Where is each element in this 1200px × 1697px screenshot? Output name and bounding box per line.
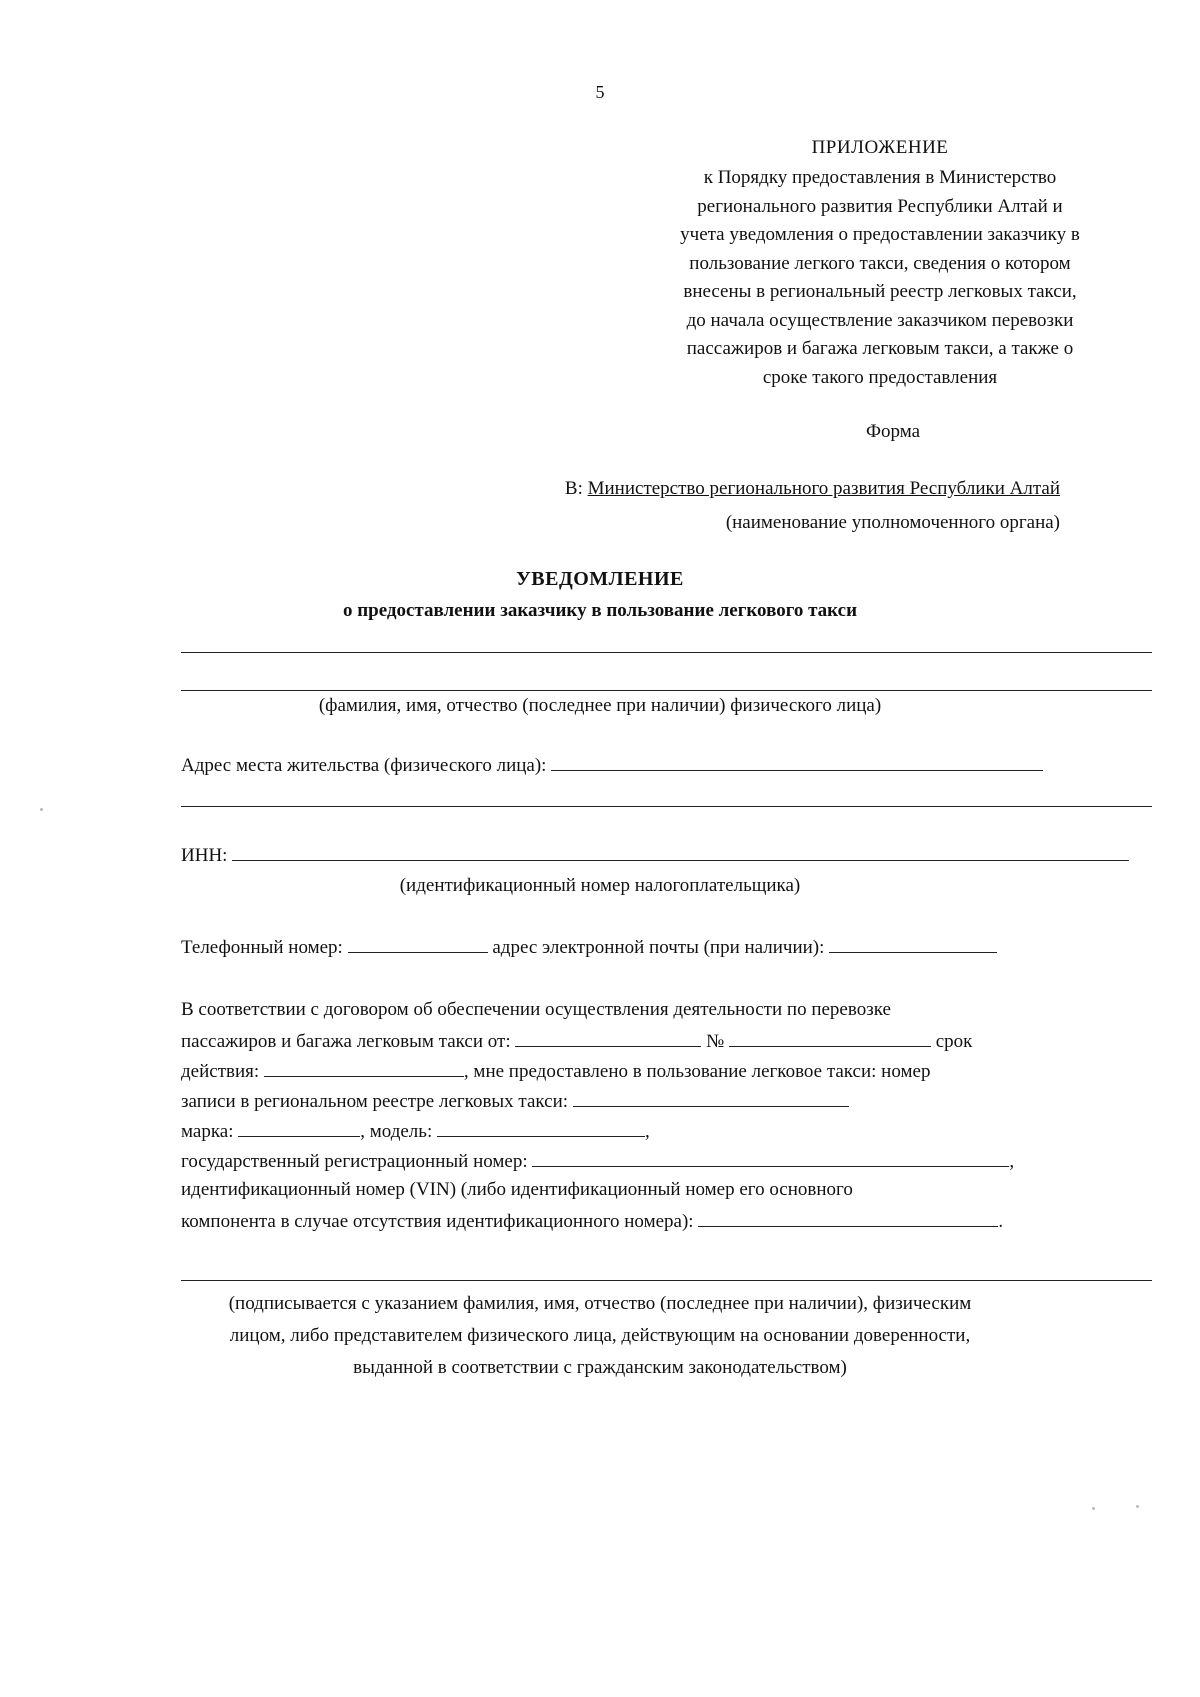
signature-note-line: выданной в соответствии с гражданским законодательством) xyxy=(353,1357,847,1378)
recipient-prefix: В: xyxy=(564,478,583,499)
plate-label: государственный регистрационный номер: xyxy=(181,1151,528,1172)
recipient-hint: (наименование уполномоченного органа) xyxy=(725,512,1060,533)
recipient-line xyxy=(565,477,1060,501)
contract-line-3 xyxy=(181,1058,930,1084)
registry-record-field[interactable] xyxy=(573,1088,849,1107)
phone-field[interactable] xyxy=(348,934,488,953)
vin-suffix: . xyxy=(998,1211,1004,1232)
recipient-name: Министерство регионального развития Республики Алтай xyxy=(587,478,1060,499)
inn-row xyxy=(181,842,1129,868)
term-suffix: , мне предоставлено в пользование легковое такси: номер xyxy=(463,1061,931,1082)
document-title: УВЕДОМЛЕНИЕ xyxy=(516,568,684,590)
appendix-line: учета уведомления о предоставлении заказчику в xyxy=(680,224,1080,245)
signature-note-line: лицом, либо представителем физического лица, действующим на основании доверенности, xyxy=(229,1325,971,1346)
inn-hint: (идентификационный номер налогоплательщика) xyxy=(399,875,801,896)
contract-line-5 xyxy=(181,1118,650,1144)
contract-line-1: В соответствии с договором об обеспечении осуществления деятельности по перевозке xyxy=(181,999,891,1020)
registry-record-label: записи в региональном реестре легковых такси: xyxy=(181,1091,569,1112)
signature-note xyxy=(0,1288,1200,1384)
contract-line-4 xyxy=(181,1088,849,1114)
appendix-line: до начала осуществление заказчиком перевозки xyxy=(686,309,1074,331)
scan-speck xyxy=(40,808,43,811)
signature-line[interactable] xyxy=(181,1280,1152,1281)
contract-term-label: срок xyxy=(935,1031,973,1052)
contract-line-8 xyxy=(181,1208,1003,1234)
brand-field[interactable] xyxy=(238,1118,360,1137)
person-name-line[interactable] xyxy=(181,690,1152,691)
address-label: Адрес места жительства (физического лица): xyxy=(181,755,547,776)
contract-date-field[interactable] xyxy=(515,1028,701,1047)
phone-label: Телефонный номер: xyxy=(181,937,343,958)
scan-speck xyxy=(1136,1505,1139,1508)
address-field[interactable] xyxy=(551,752,1043,771)
page-number: 5 xyxy=(595,82,605,102)
model-field[interactable] xyxy=(437,1118,645,1137)
vin-label: компонента в случае отсутствия идентификационного номера): xyxy=(181,1211,694,1232)
term-label: действия: xyxy=(181,1061,260,1082)
contract-line-2 xyxy=(181,1028,972,1054)
signature-note-line: (подписывается с указанием фамилия, имя, отчество (последнее при наличии), физическим xyxy=(228,1293,972,1314)
appendix-heading: ПРИЛОЖЕНИЕ xyxy=(811,137,949,158)
email-field[interactable] xyxy=(829,934,997,953)
form-label: Форма xyxy=(866,421,921,442)
contract-line-7: идентификационный номер (VIN) (либо идентификационный номер его основного xyxy=(181,1179,853,1200)
contract-number-field[interactable] xyxy=(729,1028,931,1047)
person-name-line[interactable] xyxy=(181,652,1152,653)
inn-field[interactable] xyxy=(232,842,1129,861)
appendix-line: пассажиров и багажа легковым такси, а также о xyxy=(686,338,1074,359)
term-field[interactable] xyxy=(264,1058,464,1077)
plate-suffix: , xyxy=(1009,1151,1015,1172)
contract-number-label: № xyxy=(706,1031,725,1052)
appendix-line: внесены в региональный реестр легковых такси, xyxy=(683,281,1077,302)
document-subtitle: о предоставлении заказчику в пользование легкового такси xyxy=(342,600,858,621)
address-row xyxy=(181,752,1043,778)
email-label: адрес электронной почты (при наличии): xyxy=(492,937,825,958)
contacts-row xyxy=(181,934,997,960)
appendix-block xyxy=(600,136,1160,392)
address-field-line[interactable] xyxy=(181,806,1152,807)
contract-date-label: пассажиров и багажа легковым такси от: xyxy=(181,1031,511,1052)
vin-field[interactable] xyxy=(698,1208,998,1227)
plate-field[interactable] xyxy=(532,1148,1009,1167)
person-hint: (фамилия, имя, отчество (последнее при наличии) физического лица) xyxy=(318,695,882,716)
appendix-line: к Порядку предоставления в Министерство xyxy=(703,167,1057,188)
appendix-line: сроке такого предоставления xyxy=(762,366,998,388)
scan-speck xyxy=(1092,1507,1095,1510)
appendix-line: пользование легкого такси, сведения о котором xyxy=(689,252,1071,274)
appendix-line: регионального развития Республики Алтай и xyxy=(697,195,1063,217)
brand-label: марка: xyxy=(181,1121,234,1142)
contract-line-6 xyxy=(181,1148,1014,1174)
model-label: , модель: xyxy=(360,1121,433,1142)
inn-label: ИНН: xyxy=(181,845,228,866)
model-suffix: , xyxy=(645,1121,650,1142)
